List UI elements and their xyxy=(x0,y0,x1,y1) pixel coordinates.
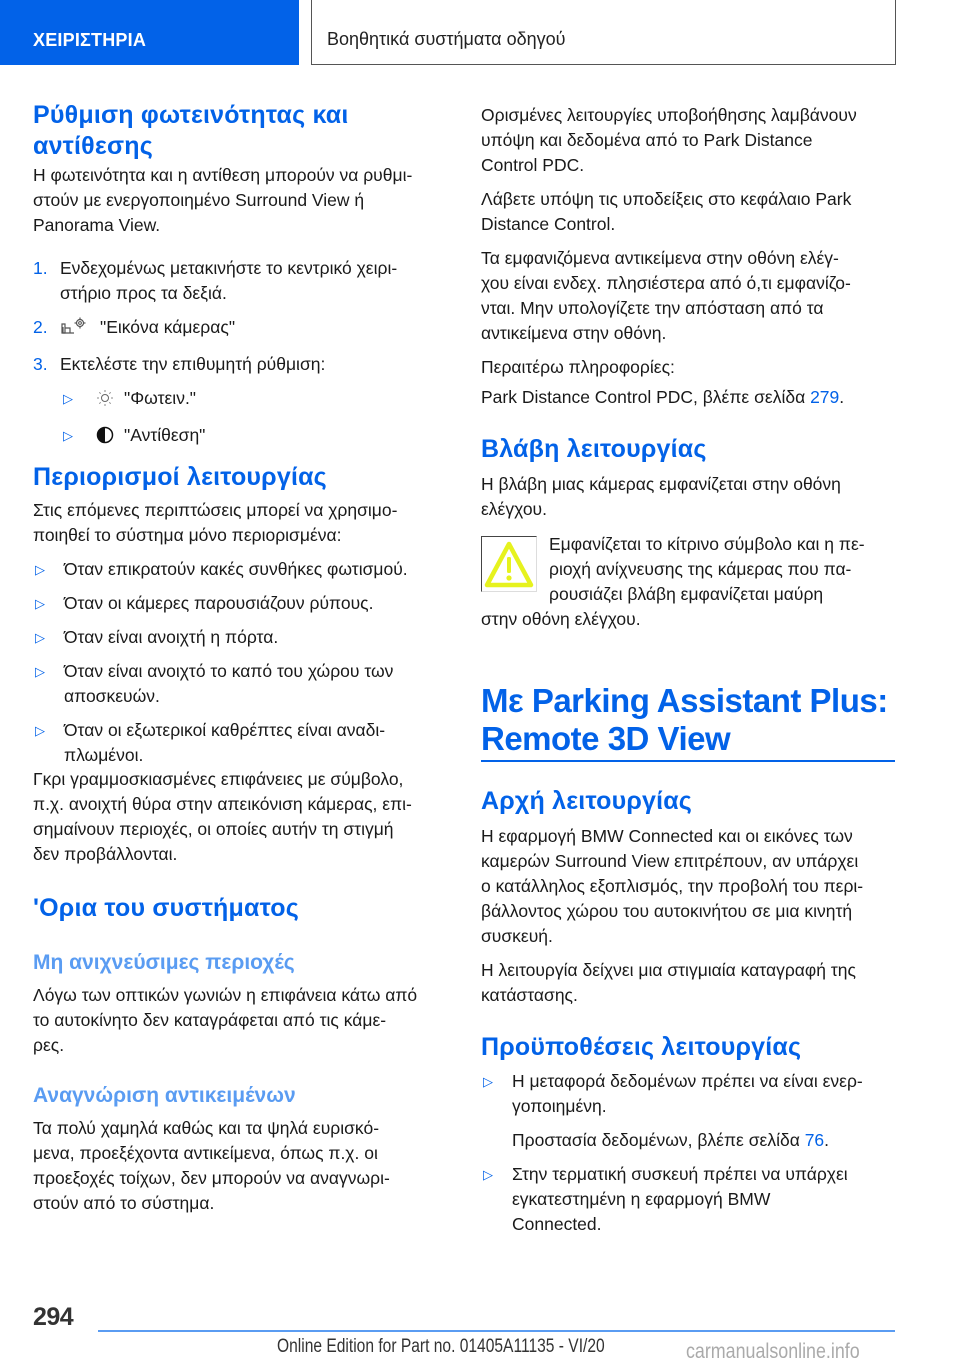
step-item xyxy=(33,352,458,377)
heading-line: αντίθεσης xyxy=(33,132,153,160)
bullet-triangle-icon: ▷ xyxy=(35,630,45,645)
limits-note xyxy=(33,767,458,867)
yellow-warning-triangle-icon xyxy=(481,536,537,592)
edition-text: Online Edition for Part no. 01405A11135 - VI/20 xyxy=(277,1336,605,1357)
heading-brightness-contrast xyxy=(33,100,458,162)
text-line: γοποιημένη. xyxy=(512,1096,607,1116)
page-link-279[interactable]: 279 xyxy=(810,387,840,407)
text-line: Η φωτεινότητα και η αντίθεση μπορούν να ρυθμι- xyxy=(33,165,413,185)
text-line: σημαίνουν περιοχές, οι οποίες αυτήν τη στιγμή xyxy=(33,819,394,839)
text-line: Connected. xyxy=(512,1214,602,1234)
text-line: Η εφαρμογή BMW Connected και οι εικόνες των xyxy=(481,826,853,846)
text-line: Στις επόμενες περιπτώσεις μπορεί να χρησιμο- xyxy=(33,500,398,520)
bullet-triangle-icon: ▷ xyxy=(35,596,45,611)
text-line: καμερών Surround View επιτρέπουν, αν υπάρχει xyxy=(481,851,859,871)
section-divider xyxy=(481,760,895,762)
heading-system-limits: 'Ορια του συστήματος xyxy=(33,894,299,922)
pdc-paragraph-1 xyxy=(481,103,896,178)
limits-bullet-list xyxy=(33,557,458,768)
text-line: Ενδεχομένως μετακινήστε το κεντρικό χειρι- xyxy=(60,258,398,278)
text-line: Εμφανίζεται το κίτρινο σύμβολο και η πε- xyxy=(549,534,865,554)
chapter-title: ΧΕΙΡΙΣΤΗΡΙΑ xyxy=(33,30,147,50)
malfunction-text xyxy=(481,472,896,522)
text-line: Γκρι γραμμοσκιασμένες επιφάνειες με σύμβολο, xyxy=(33,769,404,789)
text-line: Όταν οι κάμερες παρουσιάζουν ρύπους. xyxy=(64,593,374,613)
heading-line: Με Parking Assistant Plus: xyxy=(481,682,888,719)
text-line: Όταν επικρατούν κακές συνθήκες φωτισμού. xyxy=(64,559,408,579)
text-line: Η βλάβη μιας κάμερας εμφανίζεται στην οθόνη xyxy=(481,474,841,494)
heading-object-detection: Αναγνώριση αντικειμένων xyxy=(33,1084,296,1107)
bullet-triangle-icon: ▷ xyxy=(35,723,45,738)
text-line: Λάβετε υπόψη τις υποδείξεις στο κεφάλαιο Park xyxy=(481,189,852,209)
step-text: Εκτελέστε την επιθυμητή ρύθμιση: xyxy=(60,354,326,374)
text-line: ρουσιάζει βλάβη εμφανίζεται μαύρη xyxy=(549,584,824,604)
principle-paragraph-1 xyxy=(481,824,896,949)
heading-malfunction: Βλάβη λειτουργίας xyxy=(481,435,707,463)
data-protection-reference xyxy=(512,1128,896,1153)
option-text: "Φωτειν." xyxy=(124,388,197,408)
pdc-paragraph-3 xyxy=(481,246,896,346)
text-line: ρες. xyxy=(33,1035,65,1055)
text-line: υπόψη και δεδομένα από το Park Distance xyxy=(481,130,813,150)
text-line: Στην τερματική συσκευή πρέπει να υπάρχει xyxy=(512,1164,848,1184)
heading-undetectable-areas: Μη ανιχνεύσιμες περιοχές xyxy=(33,951,295,974)
heading-function-limits: Περιορισμοί λειτουργίας xyxy=(33,463,327,491)
list-item xyxy=(33,659,458,709)
text-line: το αυτοκίνητο δεν καταγράφεται από τις κάμε- xyxy=(33,1010,387,1030)
text-line: Control PDC. xyxy=(481,155,585,175)
camera-settings-icon xyxy=(60,316,90,343)
reference-end: . xyxy=(824,1130,830,1150)
reference-text: Προστασία δεδομένων, βλέπε σελίδα xyxy=(512,1130,805,1150)
text-line: στούν από το σύστημα. xyxy=(33,1193,215,1213)
heading-remote-3d-view xyxy=(481,682,896,758)
option-text: "Αντίθεση" xyxy=(124,425,206,445)
pdc-reference xyxy=(481,385,896,410)
step-item xyxy=(33,256,458,306)
contrast-half-circle-icon xyxy=(96,426,114,451)
text-line: προεξοχές τοίχων, δεν μπορούν να αναγνωρι- xyxy=(33,1168,390,1188)
brightness-intro xyxy=(33,163,458,238)
text-line: ελέγχου. xyxy=(481,499,547,519)
principle-paragraph-2 xyxy=(481,958,896,1008)
list-item xyxy=(481,1069,896,1153)
watermark: carmanualsonline.info xyxy=(686,1340,860,1362)
pdc-paragraph-2 xyxy=(481,187,896,237)
sub-option-brightness xyxy=(33,386,458,414)
text-line: στούν με ενεργοποιημένο Surround View ή xyxy=(33,190,365,210)
bullet-triangle-icon: ▷ xyxy=(483,1167,493,1182)
text-line: πλωμένοι. xyxy=(64,745,144,765)
section-title: Βοηθητικά συστήματα οδηγού xyxy=(327,29,566,49)
text-line: Panorama View. xyxy=(33,215,161,235)
undetectable-text xyxy=(33,983,458,1058)
list-item xyxy=(33,625,458,650)
step-number: 3. xyxy=(33,354,48,374)
text-line: νται. Μην υπολογίζετε την απόσταση από τα xyxy=(481,298,824,318)
text-line: Όταν είναι ανοιχτή η πόρτα. xyxy=(64,627,279,647)
text-line: ποιηθεί το σύστημα μόνο περιορισμένα: xyxy=(33,525,342,545)
step-number: 2. xyxy=(33,317,48,337)
text-line: Όταν είναι ανοιχτό το καπό του χώρου των xyxy=(64,661,394,681)
heading-line: Ρύθμιση φωτεινότητας και xyxy=(33,101,349,129)
text-line: ο κατάλληλος εξοπλισμός, την προβολή του περι- xyxy=(481,876,864,896)
more-info-label: Περαιτέρω πληροφορίες: xyxy=(481,357,675,377)
text-line: Η λειτουργία δείχνει μια στιγμιαία καταγραφή της xyxy=(481,960,856,980)
text-line: Όταν οι εξωτερικοί καθρέπτες είναι αναδι- xyxy=(64,720,386,740)
text-line: χου είναι ενδεχ. πλησιέστερα από ό,τι εμφανίζο- xyxy=(481,273,851,293)
step-item xyxy=(33,315,458,343)
text-line: δεν προβάλλονται. xyxy=(33,844,178,864)
text-line: Τα εμφανιζόμενα αντικείμενα στην οθόνη ελέγ- xyxy=(481,248,839,268)
heading-prerequisites: Προϋποθέσεις λειτουργίας xyxy=(481,1033,802,1061)
detection-text xyxy=(33,1116,458,1216)
text-line: ριοχή ανίχνευσης της κάμερας που πα- xyxy=(549,559,852,579)
steps-list xyxy=(33,256,458,451)
text-line: αντικείμενα στην οθόνη. xyxy=(481,323,667,343)
list-item xyxy=(33,591,458,616)
limits-intro xyxy=(33,498,458,548)
text-line: π.χ. ανοιχτή θύρα στην απεικόνιση κάμερας, επι- xyxy=(33,794,412,814)
brightness-sun-icon xyxy=(96,389,114,414)
bullet-triangle-icon: ▷ xyxy=(63,391,73,406)
text-line: Distance Control. xyxy=(481,214,616,234)
chapter-tab xyxy=(0,0,299,65)
step-text: "Εικόνα κάμερας" xyxy=(100,317,236,337)
heading-line: Remote 3D View xyxy=(481,720,731,757)
page-link-76[interactable]: 76 xyxy=(804,1130,825,1150)
text-line: στην οθόνη ελέγχου. xyxy=(481,609,641,629)
prerequisites-list xyxy=(481,1069,896,1237)
bullet-triangle-icon: ▷ xyxy=(35,664,45,679)
text-line: βάλλοντος χώρου του αυτοκινήτου σε μια κινητή xyxy=(481,901,853,921)
malfunction-warning xyxy=(481,532,896,632)
reference-text: Park Distance Control PDC, βλέπε σελίδα xyxy=(481,387,811,407)
section-tab xyxy=(311,0,896,65)
list-item xyxy=(33,557,458,582)
bullet-triangle-icon: ▷ xyxy=(63,428,73,443)
footer-divider xyxy=(98,1330,895,1332)
text-line: Τα πολύ χαμηλά καθώς και τα ψηλά ευρισκό- xyxy=(33,1118,380,1138)
list-item xyxy=(33,718,458,768)
step-number: 1. xyxy=(33,258,48,278)
page-number: 294 xyxy=(33,1303,74,1331)
sub-option-contrast xyxy=(33,423,458,451)
text-line: Λόγω των οπτικών γωνιών η επιφάνεια κάτω από xyxy=(33,985,418,1005)
text-line: στήριο προς τα δεξιά. xyxy=(60,283,227,303)
text-line: συσκευή. xyxy=(481,926,553,946)
bullet-triangle-icon: ▷ xyxy=(35,562,45,577)
text-line: Η μεταφορά δεδομένων πρέπει να είναι ενερ- xyxy=(512,1071,863,1091)
reference-end: . xyxy=(839,387,845,407)
text-line: εγκατεστημένη η εφαρμογή BMW xyxy=(512,1189,771,1209)
text-line: Ορισμένες λειτουργίες υποβοήθησης λαμβάνουν xyxy=(481,105,857,125)
bullet-triangle-icon: ▷ xyxy=(483,1074,493,1089)
text-line: μενα, προεξέχοντα αντικείμενα, όπως π.χ. οι xyxy=(33,1143,378,1163)
list-item xyxy=(481,1162,896,1237)
text-line: κατάστασης. xyxy=(481,985,578,1005)
text-line: αποσκευών. xyxy=(64,686,160,706)
heading-principle: Αρχή λειτουργίας xyxy=(481,787,693,815)
